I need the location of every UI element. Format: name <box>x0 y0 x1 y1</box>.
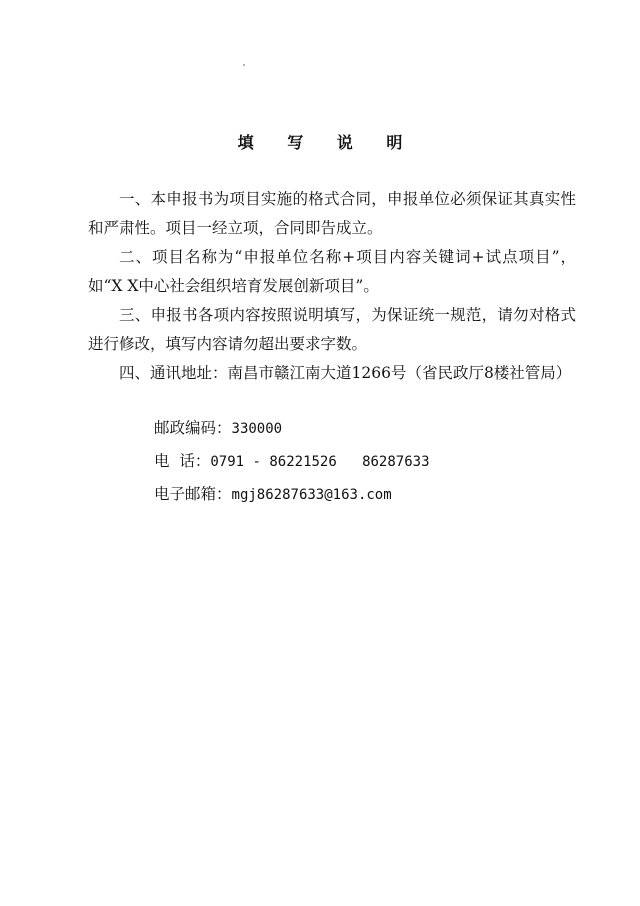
email-value: mgj86287633@163.com <box>231 487 392 503</box>
instructions-body <box>88 185 576 388</box>
phone-value: 0791 - 86221526 86287633 <box>210 454 430 470</box>
instruction-paragraph-1: 一、本申报书为项目实施的格式合同，申报单位必须保证其真实性和严肃性。项目一经立项，合同即告成立。 <box>88 190 576 237</box>
email-line <box>88 478 576 511</box>
phone-label: 电 话： <box>154 452 211 470</box>
email-label: 电子邮箱： <box>154 485 232 503</box>
instruction-paragraph-4: 四、通讯地址：南昌市赣江南大道1266号（省民政厅8楼社管局） <box>119 364 572 382</box>
contact-info <box>88 412 576 511</box>
postcode-label: 邮政编码： <box>154 419 232 437</box>
postcode-value: 330000 <box>231 421 283 437</box>
instruction-paragraph-3: 三、申报书各项内容按照说明填写，为保证统一规范，请勿对格式进行修改，填写内容请勿超出要求字数。 <box>88 306 576 353</box>
phone-line <box>88 445 576 478</box>
postcode-line <box>88 412 576 445</box>
instruction-paragraph-2: 二、项目名称为“申报单位名称+项目内容关键词+试点项目”，如“X X中心社会组织培育发展创新项目”。 <box>88 248 576 295</box>
page-title: 填 写 说 明 <box>237 133 417 152</box>
scan-speck <box>243 64 245 66</box>
